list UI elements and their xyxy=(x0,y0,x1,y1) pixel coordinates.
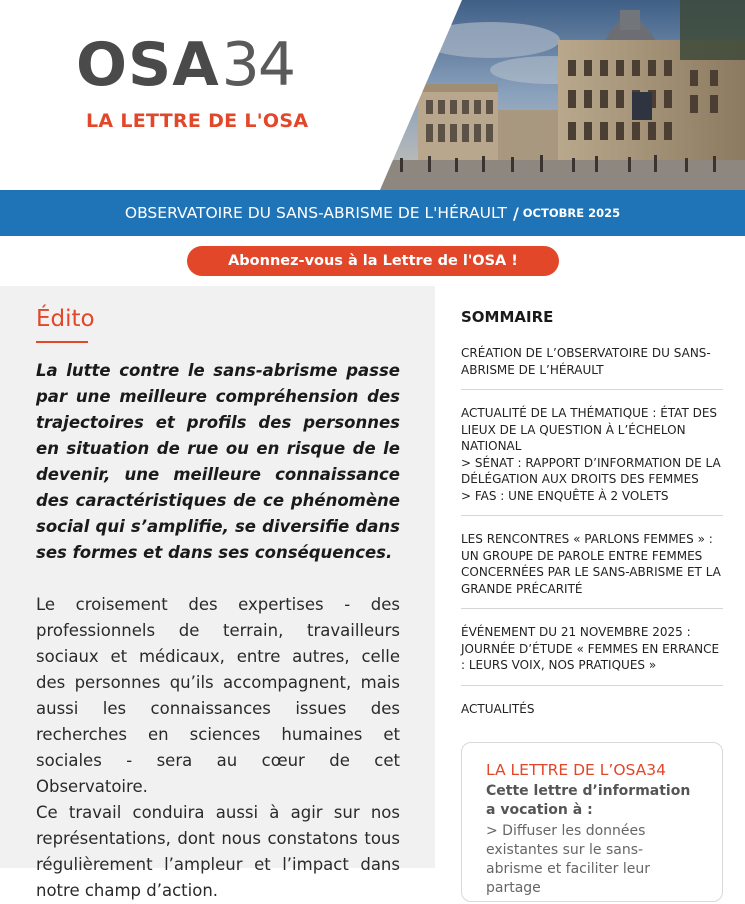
issue-date: OCTOBRE 2025 xyxy=(522,206,621,220)
subscribe-button[interactable]: Abonnez-vous à la Lettre de l'OSA ! xyxy=(187,246,559,276)
sommaire-item[interactable]: CRÉATION DE L’OBSERVATOIRE DU SANS-ABRISME DE L’HÉRAULT xyxy=(461,342,723,390)
header xyxy=(0,0,745,190)
edito-lead: La lutte contre le sans-abrisme passe par une meilleure compréhension des trajectoires et profils des personnes en situation de rue ou en risque de le devenir, une meilleure connaissance des caractéristiques de ce phénomène social qui s’amplifie, se diversifie dans ses formes et dans ses conséquences. xyxy=(36,361,400,562)
edito-body xyxy=(36,592,400,904)
logo-main-text: OSA xyxy=(76,30,220,100)
edito-section xyxy=(0,286,435,900)
newsletter-subtitle: LA LETTRE DE L'OSA xyxy=(86,110,309,132)
edito-paragraph: Le croisement des expertises - des professionnels de terrain, travailleurs sociaux et médicaux, entre autres, celle des personnes qu’ils accompagnent, mais aussi les connaissances issues des recherches en sciences humaines et sociales - sera au cœur de cet Observatoire. xyxy=(36,595,400,796)
sommaire-section xyxy=(452,286,745,896)
city-photo xyxy=(380,0,745,190)
edito-title: Édito xyxy=(36,306,95,332)
card-item: > Diffuser les données existantes sur le sans-abrisme et faciliter leur partage xyxy=(486,823,650,896)
sommaire-list xyxy=(461,342,723,740)
card-subtitle: Cette lettre d’information a vocation à : xyxy=(486,783,691,818)
osa34-logo[interactable] xyxy=(76,30,294,100)
sommaire-item-text: ACTUALITÉ DE LA THÉMATIQUE : ÉTAT DES LIEUX DE LA QUESTION À L’ÉCHELON NATIONAL > SÉNAT : RAPPORT D’INFORMATION DE LA DÉLÉGATION AUX DROITS DES FEMMES > FAS : UNE ENQUÊTE À 2 VOLETS xyxy=(461,406,721,503)
city-photo-illustration xyxy=(380,0,745,190)
edito-underline xyxy=(36,341,88,343)
sommaire-title: SOMMAIRE xyxy=(461,308,554,326)
sommaire-item[interactable] xyxy=(461,402,723,516)
sommaire-item[interactable]: ACTUALITÉS xyxy=(461,701,535,716)
sommaire-item[interactable]: LES RENCONTRES « PARLONS FEMMES » : UN GROUPE DE PAROLE ENTRE FEMMES CONCERNÉES PAR LE SANS-ABRISME ET LA GRANDE PRÉCARITÉ xyxy=(461,528,723,609)
sommaire-item[interactable]: ÉVÉNEMENT DU 21 NOVEMBRE 2025 : JOURNÉE D’ÉTUDE « FEMMES EN ERRANCE : LEURS VOIX, NOS PRATIQUES » xyxy=(461,621,723,686)
edito-paragraph: Ce travail conduira aussi à agir sur nos représentations, dont nous constatons tous régulièrement l’ampleur et l’impact dans notre champ d’action. xyxy=(36,803,400,900)
band-separator: / xyxy=(512,203,519,223)
newsletter-info-card xyxy=(461,742,723,902)
logo-number-text: 34 xyxy=(221,30,295,100)
card-title: LA LETTRE DE L’OSA34 xyxy=(486,761,666,779)
title-band xyxy=(0,190,745,236)
observatory-title: OBSERVATOIRE DU SANS-ABRISME DE L'HÉRAULT xyxy=(124,204,507,222)
